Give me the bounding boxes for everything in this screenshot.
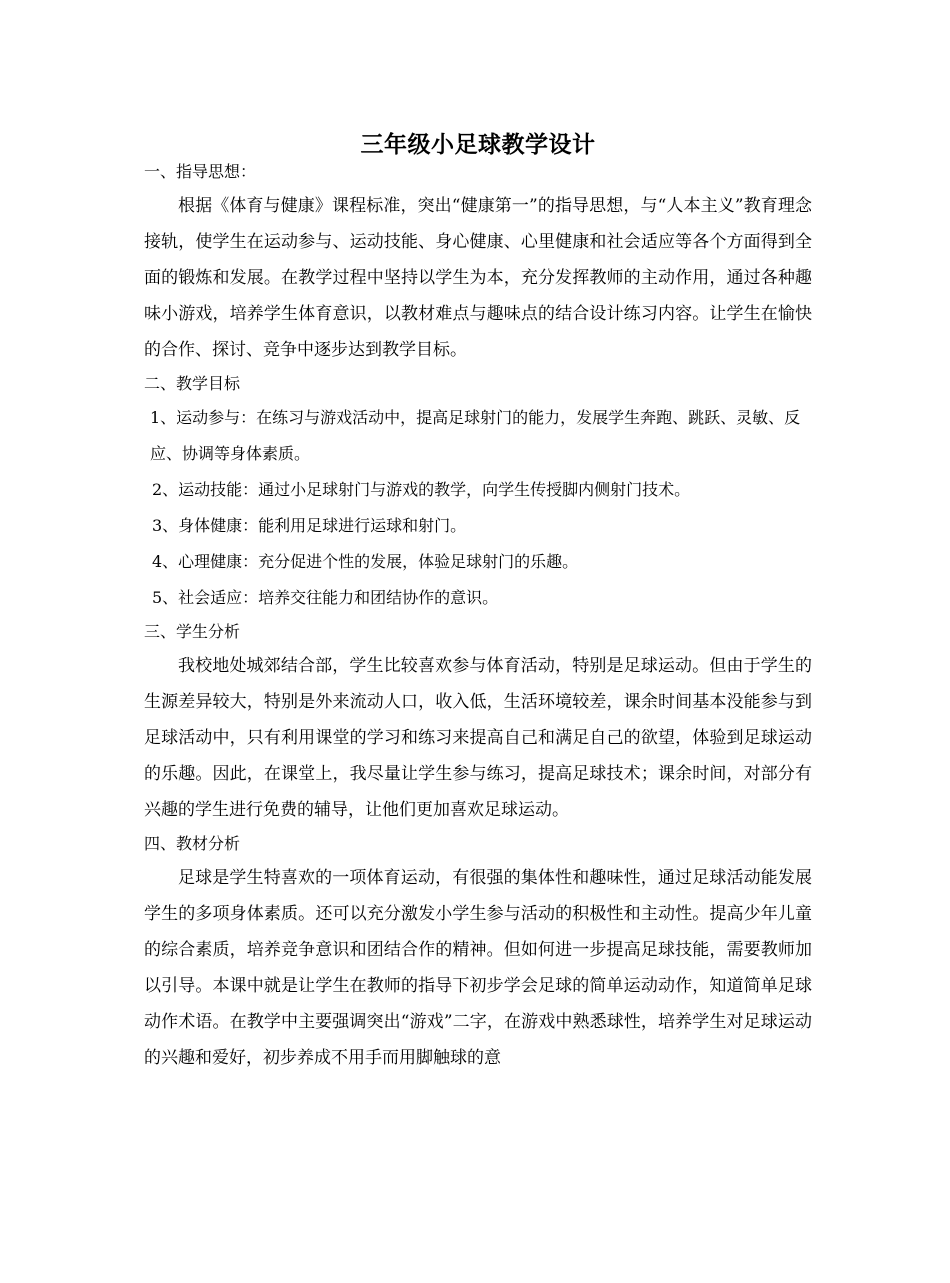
section-material-analysis xyxy=(144,834,812,1076)
section-teaching-goals xyxy=(144,374,812,616)
goal-item: 2、运动技能：通过小足球射门与游戏的教学，向学生传授脚内侧射门技术。 xyxy=(152,480,691,499)
document-title: 三年级小足球教学设计 xyxy=(360,131,596,158)
section-paragraph: 足球是学生特喜欢的一项体育运动，有很强的集体性和趣味性，通过足球活动能发展学生的多项身体素质。还可以充分激发小学生参与活动的积极性和主动性。提高少年儿童的综合素质，培养竞争意识和团结合作的精神。但如何进一步提高足球技能，需要教师加以引导。本课中就是让学生在教师的指导下初步学会足球的简单运动动作，知道简单足球动作术语。在教学中主要强调突出“游戏”二字，在游戏中熟悉球性，培养学生对足球运动的兴趣和爱好，初步养成不用手而用脚触球的意 xyxy=(144,868,812,1068)
section-heading: 四、教材分析 xyxy=(144,834,241,853)
goal-item: 5、社会适应：培养交往能力和团结协作的意识。 xyxy=(152,588,499,607)
goal-item: 1、运动参与：在练习与游戏活动中，提高足球射门的能力，发展学生奔跑、跳跃、灵敏、反应、协调等身体素质。 xyxy=(150,408,801,463)
section-heading: 三、学生分析 xyxy=(144,622,241,641)
section-heading: 一、指导思想： xyxy=(144,162,257,181)
section-guiding-thought xyxy=(144,162,812,368)
section-student-analysis xyxy=(144,622,812,828)
goal-item: 4、心理健康：充分促进个性的发展，体验足球射门的乐趣。 xyxy=(152,552,579,571)
goal-item: 3、身体健康：能利用足球进行运球和射门。 xyxy=(152,516,467,535)
section-paragraph: 根据《体育与健康》课程标准，突出“健康第一”的指导思想，与“人本主义”教育理念接轨，使学生在运动参与、运动技能、身心健康、心里健康和社会适应等各个方面得到全面的锻炼和发展。在教学过程中坚持以学生为本，充分发挥教师的主动作用，通过各种趣味小游戏，培养学生体育意识，以教材难点与趣味点的结合设计练习内容。让学生在愉快的合作、探讨、竞争中逐步达到教学目标。 xyxy=(144,196,812,360)
document-page xyxy=(144,130,812,1076)
section-paragraph: 我校地处城郊结合部，学生比较喜欢参与体育活动，特别是足球运动。但由于学生的生源差异较大，特别是外来流动人口，收入低，生活环境较差，课余时间基本没能参与到足球活动中，只有利用课堂的学习和练习来提高自己和满足自己的欲望，体验到足球运动的乐趣。因此，在课堂上，我尽量让学生参与练习，提高足球技术；课余时间，对部分有兴趣的学生进行免费的辅导，让他们更加喜欢足球运动。 xyxy=(144,656,812,820)
section-heading: 二、教学目标 xyxy=(144,374,241,393)
